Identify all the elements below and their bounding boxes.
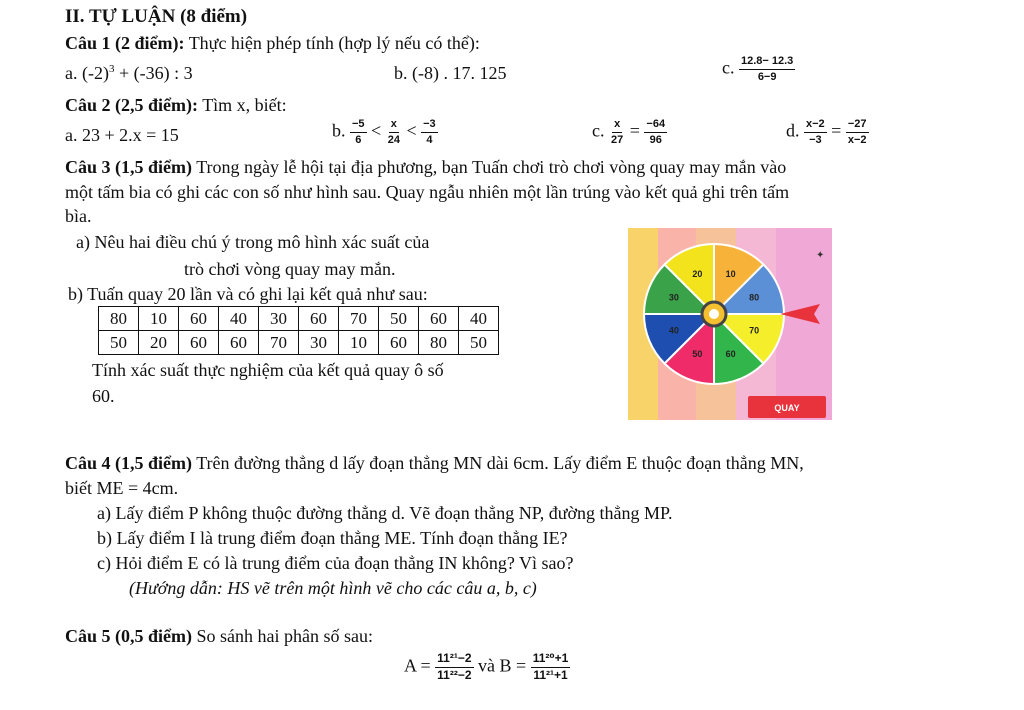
q4-a: a) Lấy điểm P không thuộc đường thẳng d. Vẽ đoạn thẳng NP, đường thẳng MP. [97,503,673,523]
results-table [98,306,499,355]
q3-a-line1: a) Nêu hai điều chú ý trong mô hình xác suất của [76,232,430,252]
table-cell: 80 [419,331,459,355]
wheel-slice-label: 80 [749,292,760,303]
q4-note: (Hướng dẫn: HS vẽ trên một hình vẽ cho các câu a, b, c) [129,578,537,598]
wheel-slice-label: 50 [692,349,703,360]
table-cell: 70 [259,331,299,355]
wheel-slice-label: 30 [668,292,679,303]
q2-b-frac3 [421,118,438,146]
q1-c [722,55,795,83]
table-cell: 30 [259,307,299,331]
q3-line3: bìa. [65,206,92,226]
q2-d-frac1-num: x−2 [804,118,827,133]
q1-a [65,63,193,84]
wheel-slice-label: 70 [749,325,760,336]
q2-b-lt1: < [371,120,382,141]
sparkle-icon: ✦ [816,250,825,261]
wheel-slice-label: 60 [725,349,736,360]
table-cell: 60 [299,307,339,331]
table-cell: 10 [339,331,379,355]
q5-head: Câu 5 (0,5 điểm) [65,626,192,646]
q2-d-frac2-num: −27 [846,118,869,133]
q5-b-den: 11²¹+1 [533,667,568,682]
table-cell: 60 [179,307,219,331]
q2-b-frac2-den: 24 [387,133,400,146]
q2-b-label: b. [332,120,346,141]
q1-c-num: 12.8− 12.3 [739,55,795,70]
q2-b-frac2 [386,118,402,146]
wheel-slice-label: 10 [725,268,736,279]
wheel-slice-label: 40 [668,325,679,336]
q1-c-den: 6−9 [757,70,777,83]
table-cell: 60 [379,331,419,355]
q2-c-label: c. [592,120,605,141]
q3-after1: Tính xác suất thực nghiệm của kết quả quay ô số [92,360,444,380]
q5-a-fraction [435,652,473,683]
q5-b-label: và B = [478,655,527,676]
spin-button-label[interactable]: QUAY [774,403,800,413]
q3-head: Câu 3 (1,5 điểm) [65,157,192,177]
q1-head: Câu 1 (2 điểm): [65,33,185,53]
q5-a-num: 11²¹−2 [435,652,473,668]
q2-head: Câu 2 (2,5 điểm): [65,95,198,115]
table-cell: 60 [219,331,259,355]
q2-b-frac3-den: 4 [426,133,433,146]
q2-a: a. 23 + 2.x = 15 [65,125,179,145]
q1-text: Thực hiện phép tính (hợp lý nếu có thể): [188,33,480,53]
q2-text: Tìm x, biết: [202,95,287,115]
q2-b-frac1-den: 6 [355,133,362,146]
q4-line1-text: Trên đường thẳng d lấy đoạn thẳng MN dài 6cm. Lấy điểm E thuộc đoạn thẳng MN, [196,453,804,473]
q5-a-label: A = [404,655,431,676]
table-cell: 30 [299,331,339,355]
q5-a-den: 11²²−2 [437,667,472,682]
table-cell: 80 [99,307,139,331]
q1-c-fraction [739,55,795,83]
q2-c-frac1-den: 27 [611,133,624,146]
q4-line2: biết ME = 4cm. [65,478,179,498]
q2-d-label: d. [786,120,800,141]
results-table-wrap [98,306,499,355]
q5-line [65,626,373,647]
q2-c-eq: = [629,120,640,141]
q3-b-line: b) Tuấn quay 20 lần và có ghi lại kết quả như sau: [68,284,428,304]
q2-c [592,118,667,146]
q4-b: b) Lấy điểm I là trung điểm đoạn thẳng ME. Tính đoạn thẳng IE? [97,528,568,548]
q2-c-frac1-num: x [612,118,622,133]
q2-heading-line [65,95,287,116]
q2-d-frac2-den: x−2 [847,133,867,146]
q2-d-frac2 [846,118,869,146]
table-cell: 40 [459,307,499,331]
table-cell: 50 [379,307,419,331]
wheel-slice-label: 20 [692,268,703,279]
q5-b-fraction [531,652,571,683]
q2-b [332,118,438,146]
q1-a-prefix: a. (-2) [65,63,109,83]
table-cell: 40 [219,307,259,331]
wheel-hub-center [709,309,719,319]
q2-c-frac2 [644,118,667,146]
q4-line1 [65,453,804,474]
section-title: II. TỰ LUẬN (8 điểm) [65,6,248,27]
q5-text: So sánh hai phân số sau: [196,626,373,646]
q3-line1 [65,157,786,178]
table-cell: 10 [139,307,179,331]
q2-b-frac2-num: x [389,118,399,133]
q2-b-frac1-num: −5 [350,118,367,133]
q3-line1-text: Trong ngày lễ hội tại địa phương, bạn Tuấn chơi trò chơi vòng quay may mắn vào [196,157,787,177]
q1-c-label: c. [722,57,735,78]
table-row [99,331,499,355]
q4-head: Câu 4 (1,5 điểm) [65,453,192,473]
q3-after2: 60. [92,386,115,406]
q2-d-frac1-den: −3 [809,133,822,146]
q2-b-frac3-num: −3 [421,118,438,133]
table-cell: 50 [99,331,139,355]
q5-b-num: 11²⁰+1 [531,652,571,668]
q3-a-line2: trò chơi vòng quay may mắn. [184,259,396,279]
q2-b-frac1 [350,118,367,146]
q2-d-frac1 [804,118,827,146]
q2-d [786,118,869,146]
q2-c-frac2-den: 96 [649,133,662,146]
q1-heading-line [65,33,480,54]
q5-expression [404,652,570,683]
q2-c-frac1 [609,118,625,146]
q2-c-frac2-num: −64 [644,118,667,133]
table-row [99,307,499,331]
table-cell: 60 [179,331,219,355]
table-cell: 50 [459,331,499,355]
q1-a-exp: 3 [108,63,115,75]
wheel-illustration [628,228,832,420]
q4-c: c) Hỏi điểm E có là trung điểm của đoạn thẳng IN không? Vì sao? [97,553,574,573]
q1-a-rest: + (-36) : 3 [118,63,193,83]
wheel-panel [628,228,832,420]
table-cell: 20 [139,331,179,355]
spin-button[interactable] [748,396,826,418]
q1-b: b. (-8) . 17. 125 [394,63,507,83]
table-cell: 70 [339,307,379,331]
q2-d-eq: = [831,120,842,141]
table-cell: 60 [419,307,459,331]
q3-line2: một tấm bia có ghi các con số như hình sau. Quay ngẫu nhiên một lần trúng vào kết quả ghi trên tấm [65,182,790,202]
q2-b-lt2: < [406,120,417,141]
